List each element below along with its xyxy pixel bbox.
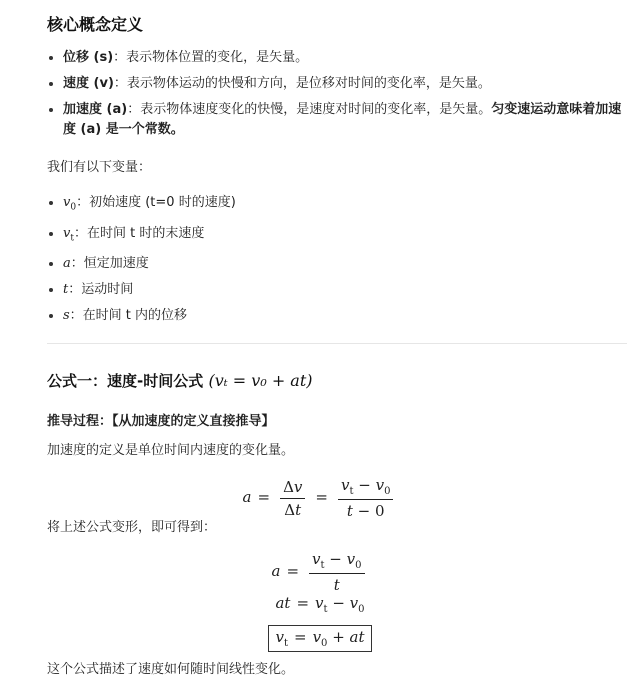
equation-rearranged: a = $\frac{v_t - v_0}{t}$: [0, 550, 640, 594]
term-desc: ：表示物体运动的快慢和方向，是位移对时间的变化率，是矢量。: [113, 76, 491, 91]
variable-list: [47, 193, 627, 332]
var-desc: ：初始速度 (t=0 时的速度): [76, 195, 236, 210]
concept-list: [47, 48, 627, 146]
list-item: [47, 193, 627, 218]
transform-text: 将上述公式变形，即可得到：: [47, 520, 217, 535]
list-item: [47, 306, 627, 326]
term-acceleration: 加速度 (a): [63, 102, 128, 117]
derivation-heading: 推导过程：【从加速度的定义直接推导】: [47, 414, 275, 429]
list-item: [47, 254, 627, 274]
bullet-icon: [49, 262, 53, 266]
equation-result-boxed: $v_t = v_0$ + at: [0, 625, 640, 652]
list-item: [47, 48, 627, 68]
bullet-icon: [49, 288, 53, 292]
term-desc: ：表示物体位置的变化，是矢量。: [113, 50, 309, 65]
var-desc: ：在时间 t 时的末速度: [73, 225, 205, 241]
bullet-icon: [49, 82, 53, 86]
var-symbol: $v_0$: [63, 195, 77, 213]
var-desc: ：在时间 t 内的位移: [69, 308, 188, 324]
equation-at: at = $v_t - v_0$: [275, 594, 365, 615]
section-divider: [47, 343, 627, 344]
term-velocity: 速度 (v): [63, 76, 114, 91]
bullet-icon: [49, 56, 53, 60]
equation-acceleration-definition: a = $\frac{\Delta v}{\Delta t}$ = $\frac{v_t - v_0}{t - 0}$: [0, 476, 640, 520]
list-item: [47, 74, 627, 94]
list-item: [47, 100, 627, 140]
term-desc: ：表示物体速度变化的快慢，是速度对时间的变化率，是矢量。: [127, 102, 492, 117]
term-displacement: 位移 (s): [63, 50, 114, 65]
bullet-icon: [49, 108, 53, 112]
bullet-icon: [49, 201, 53, 205]
var-symbol: a: [63, 256, 71, 272]
var-desc: ：恒定加速度: [70, 256, 149, 272]
var-symbol: $v_t$: [63, 225, 74, 244]
list-item: [47, 224, 627, 249]
uniform-acceleration-note: 匀变速运动意味着加速度 (a) 是一个常数。: [63, 102, 622, 137]
acceleration-definition-text: 加速度的定义是单位时间内速度的变化量。: [47, 443, 295, 458]
formula-one-title-math: (vₜ = v₀ + at): [208, 371, 313, 390]
list-item: [47, 280, 627, 300]
bullet-icon: [49, 232, 53, 236]
var-symbol: t: [63, 282, 69, 298]
bullet-icon: [49, 314, 53, 318]
variables-intro: 我们有以下变量：: [47, 160, 152, 175]
section-title-core-concepts: 核心概念定义: [47, 15, 144, 34]
var-desc: ：运动时间: [68, 282, 134, 298]
formula-one-title: 公式一：速度-时间公式 (vₜ = v₀ + at): [47, 371, 313, 390]
conclusion-text: 这个公式描述了速度如何随时间线性变化。: [47, 662, 295, 677]
var-symbol: s: [63, 308, 70, 324]
